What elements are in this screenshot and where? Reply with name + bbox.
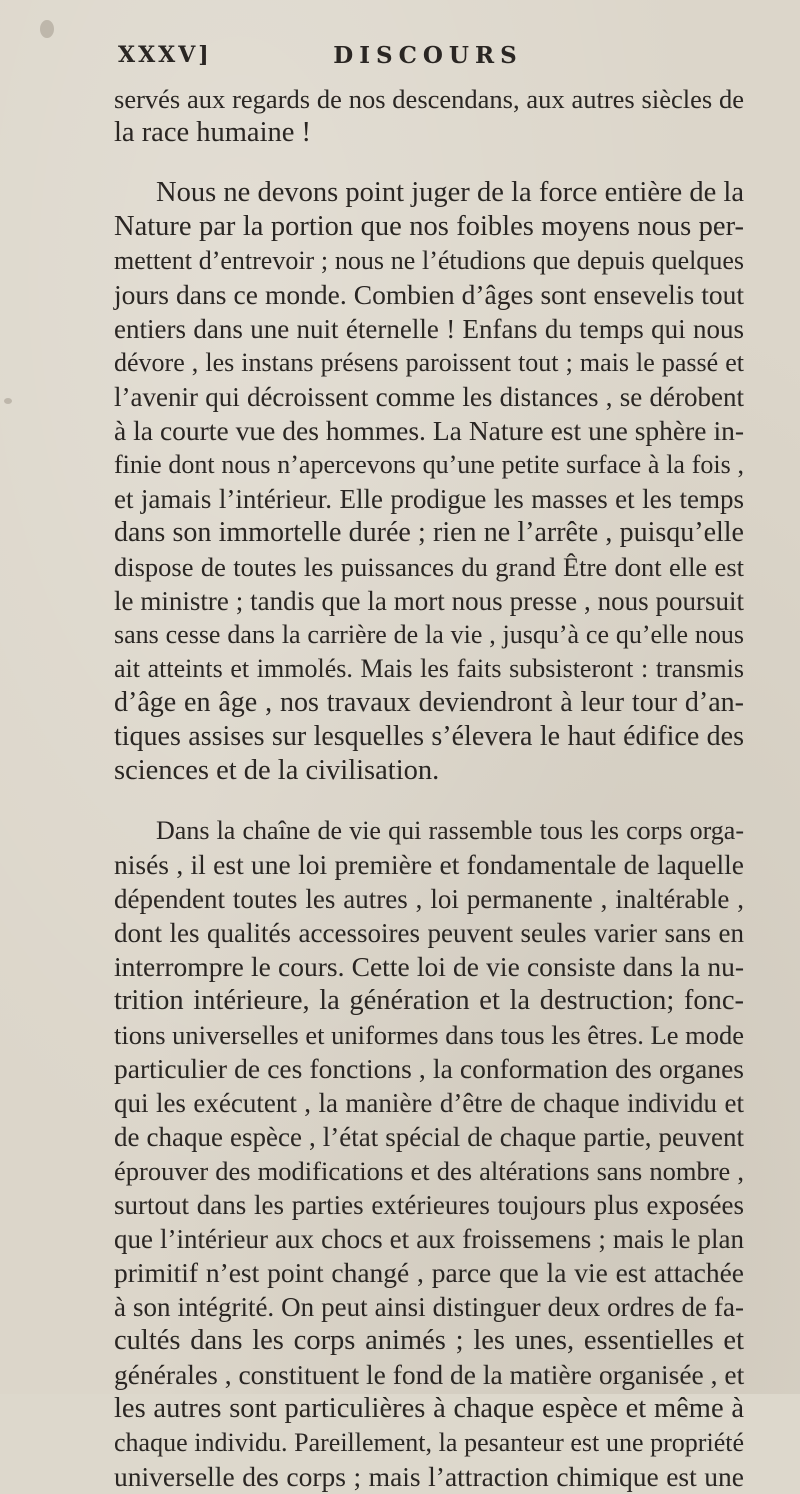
text-line: interrompre le cours. Cette loi de vie consiste dans la nu- (114, 951, 744, 982)
text-line: sans cesse dans la carrière de la vie , jusqu’à ce qu’elle nous (114, 620, 744, 649)
text-line: Dans la chaîne de vie qui rassemble tous les corps orga- (156, 816, 744, 845)
text-line: sciences et de la civilisation. (114, 755, 440, 786)
text-line: entiers dans une nuit éternelle ! Enfans du temps qui nous (114, 314, 744, 344)
text-line: la race humaine ! (114, 117, 312, 148)
page-header (118, 42, 738, 78)
text-line: les autres sont particulières à chaque espèce et même à (114, 1393, 744, 1424)
paragraph (114, 814, 744, 1494)
text-line: dans son immortelle durée ; rien ne l’arrête , puisqu’elle (114, 517, 744, 548)
text-line: éprouver des modifications et des altérations sans nombre , (114, 1156, 744, 1186)
text-line: dont les qualités accessoires peuvent seules varier sans en (114, 918, 744, 948)
text-line: l’avenir qui décroissent comme les distances , se dérobent (114, 382, 744, 412)
text-line: qui les exécutent , la manière d’être de chaque individu et (114, 1088, 744, 1118)
text-line: dispose de toutes les puissances du grand Être dont elle est (114, 552, 744, 582)
text-line: tiques assises sur lesquelles s’élevera le haut édifice des (114, 721, 744, 752)
text-line: cultés dans les corps animés ; les unes, essentielles et (114, 1325, 744, 1356)
text-line: que l’intérieur aux chocs et aux froissemens ; mais le plan (114, 1224, 744, 1254)
text-line: mettent d’entrevoir ; nous ne l’étudions que depuis quelques (114, 246, 744, 275)
text-line: universelle des corps ; mais l’attraction chimique est une (114, 1461, 744, 1492)
text-line: trition intérieure, la génération et la destruction; fonc- (114, 985, 744, 1016)
text-line: chaque individu. Pareillement, la pesanteur est une propriété (114, 1428, 744, 1457)
text-line: dévore , les instans présens paroissent tout ; mais le passé et (114, 348, 744, 377)
text-line: à la courte vue des hommes. La Nature est une sphère in- (114, 415, 744, 446)
ink-blot (4, 398, 12, 404)
text-line: dépendent toutes les autres , loi permanente , inaltérable , (114, 884, 744, 914)
ink-blot (40, 20, 54, 38)
text-line: tions universelles et uniformes dans tous les êtres. Le mode (114, 1020, 744, 1050)
page-number: XXXV] (118, 42, 212, 68)
body-text (114, 82, 744, 1494)
text-line: finie dont nous n’apercevons qu’une petite surface à la fois , (114, 450, 744, 479)
paragraph (114, 176, 744, 788)
text-line: servés aux regards de nos descendans, aux autres siècles de (114, 84, 744, 114)
text-line: particulier de ces fonctions , la conformation des organes (114, 1053, 744, 1084)
text-line: Nature par la portion que nos foibles moyens nous per- (114, 211, 744, 242)
text-line: primitif n’est point changé , parce que la vie est attachée (114, 1257, 744, 1288)
text-line: d’âge en âge , nos travaux deviendront à leur tour d’an- (114, 687, 744, 718)
text-line: Nous ne devons point juger de la force entière de la (156, 177, 744, 208)
text-line: surtout dans les parties extérieures toujours plus exposées (114, 1190, 744, 1220)
text-line: le ministre ; tandis que la mort nous presse , nous poursuit (114, 586, 744, 616)
text-line: nisés , il est une loi première et fondamentale de laquelle (114, 849, 744, 880)
text-line: et jamais l’intérieur. Elle prodigue les masses et les temps (114, 484, 744, 514)
text-line: ait atteints et immolés. Mais les faits subsisteront : transmis (114, 654, 744, 683)
text-line: à son intégrité. On peut ainsi distinguer deux ordres de fa- (114, 1292, 744, 1322)
text-line: générales , constituent le fond de la matière organisée , et (114, 1359, 745, 1390)
paragraph (114, 82, 744, 150)
running-title: DISCOURS (333, 42, 523, 69)
text-line: de chaque espèce , l’état spécial de chaque partie, peuvent (114, 1122, 744, 1152)
text-line: jours dans ce monde. Combien d’âges sont ensevelis tout (114, 279, 744, 310)
